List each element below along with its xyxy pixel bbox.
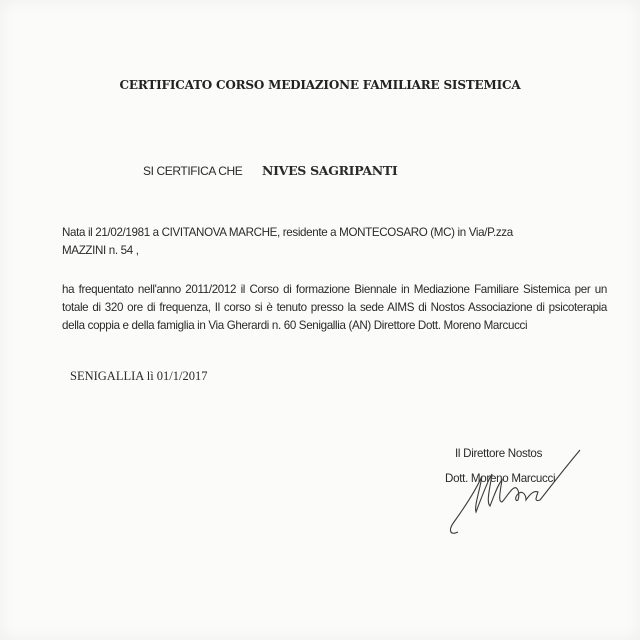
birth-line-2: MAZZINI n. 54 , (62, 244, 139, 257)
place-date: SENIGALLIA lì 01/1/2017 (70, 369, 208, 383)
course-paragraph: ha frequentato nell'anno 2011/2012 il Corso di formazione Biennale in Mediazione Familiare Sistemica per un totale di 320 ore di frequenza, Il corso si è tenuto presso la sede AIMS di Nostos Associazione di psicoterapia della coppia e della famiglia in Via Gherardi n. 60 Senigallia (AN) Direttore Dott. Moreno Marcucci (62, 283, 607, 332)
signatory-title: Il Direttore Nostos (455, 447, 543, 460)
recipient-name: NIVES SAGRIPANTI (262, 163, 398, 178)
birth-line-1: Nata il 21/02/1981 a CIVITANOVA MARCHE, residente a MONTECOSARO (MC) in Via/P.zza (62, 226, 513, 239)
certifies-label: SI CERTIFICA CHE (143, 164, 243, 178)
signatory-name: Dott. Moreno Marcucci (445, 472, 556, 485)
birth-details (62, 224, 607, 260)
handwritten-signature (440, 440, 590, 540)
certificate-title: CERTIFICATO CORSO MEDIAZIONE FAMILIARE SISTEMICA (119, 78, 521, 92)
